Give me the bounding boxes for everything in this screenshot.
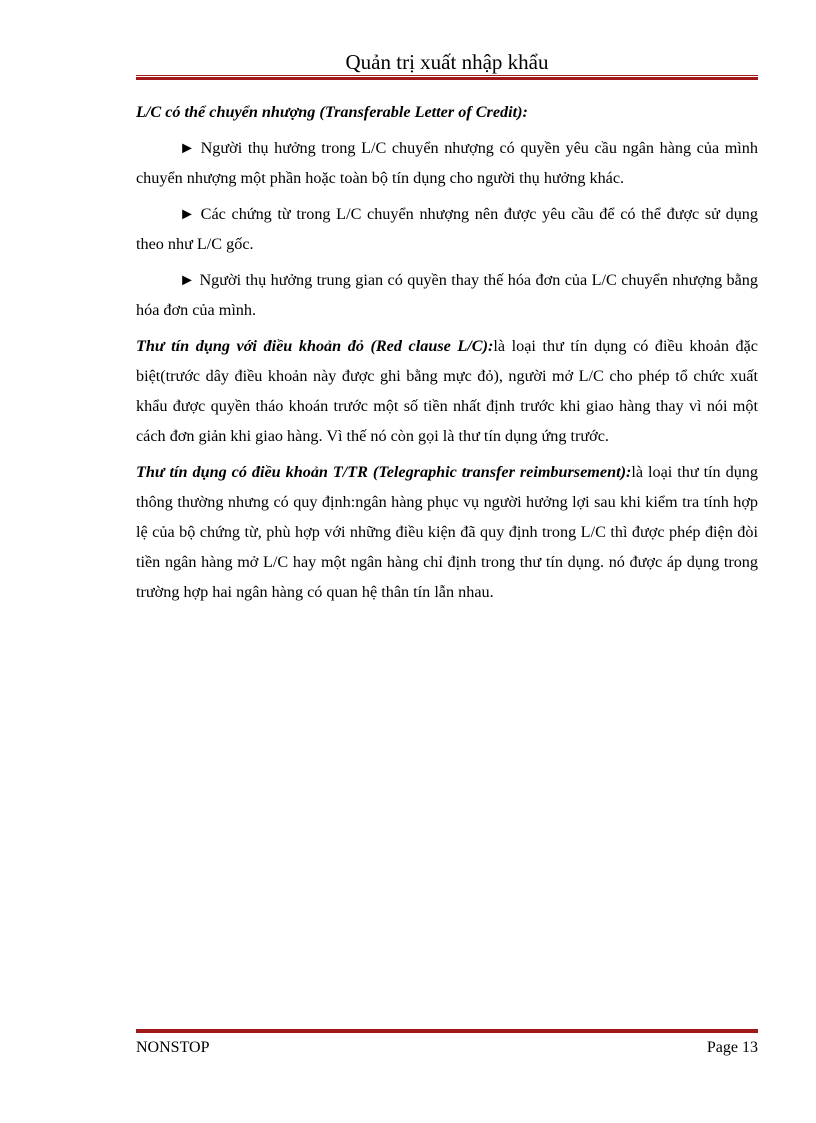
section-heading: L/C có thể chuyển nhượng (Transferable Letter of Credit):: [136, 103, 528, 121]
section-heading: Thư tín dụng có điều khoản T/TR (Telegraphic transfer reimbursement):: [136, 463, 632, 481]
bullet-paragraph: ► Người thụ hưởng trung gian có quyền thay thế hóa đơn của L/C chuyển nhượng bằng hóa đơn của mình.: [136, 271, 758, 319]
page-footer: [136, 1038, 758, 1058]
footer-rule: [136, 1028, 758, 1033]
red-clause-paragraph: [136, 331, 758, 451]
page-number: Page 13: [706, 1039, 758, 1056]
footer-left-text: NONSTOP: [136, 1039, 210, 1056]
header-rule: [136, 75, 758, 80]
document-body: [136, 97, 758, 613]
bullet-paragraph: ► Người thụ hưởng trong L/C chuyển nhượng có quyền yêu cầu ngân hàng của mình chuyển nhượng một phần hoặc toàn bộ tín dụng cho người thụ hưởng khác.: [136, 139, 758, 187]
paragraph-text: là loại thư tín dụng có điều khoản đặc biệt(trước dây điều khoản này được ghi bằng mực đỏ), người mở L/C cho phép tổ chức xuất khẩu được quyền tháo khoán trước một số tiền nhất định trước khi giao hàng thay vì nói một cách đơn giản khi giao hàng. Vì thế nó còn gọi là thư tín dụng ứng trước.: [136, 337, 758, 445]
bullet-paragraph: ► Các chứng từ trong L/C chuyển nhượng nên được yêu cầu để có thể được sử dụng theo như L/C gốc.: [136, 205, 758, 253]
ttr-paragraph: [136, 457, 758, 607]
paragraph-text: là loại thư tín dụng thông thường nhưng có quy định:ngân hàng phục vụ người hưởng lợi sau khi kiểm tra tính hợp lệ của bộ chứng từ, phù hợp với những điều kiện đã quy định trong L/C thì được phép điện đòi tiền ngân hàng mở L/C hay một ngân hàng chỉ định trong thư tín dụng. nó được áp dụng trong trường hợp hai ngân hàng có quan hệ thân tín lẫn nhau.: [136, 463, 758, 601]
transferable-heading: [136, 97, 758, 127]
page-header-title: Quản trị xuất nhập khẩu: [345, 50, 549, 74]
section-heading: Thư tín dụng với điều khoản đỏ (Red clause L/C):: [136, 337, 494, 355]
